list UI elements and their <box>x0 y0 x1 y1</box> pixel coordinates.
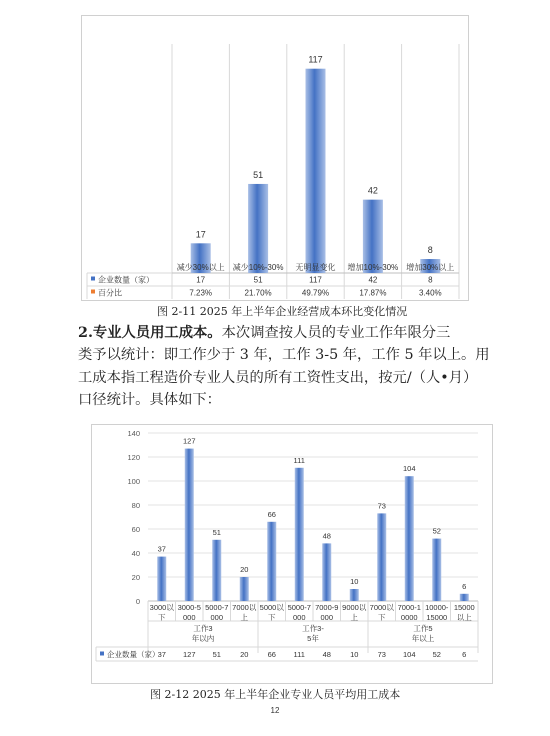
chart2-group-label: 工作3 <box>193 624 213 633</box>
chart2-group-label: 工作5 <box>413 624 433 633</box>
labor-cost-chart-svg <box>92 425 492 683</box>
chart2-table-cell: 48 <box>322 650 331 659</box>
figure-caption-2-12: 图 2-12 2025 年上半年企业专业人员平均用工成本 <box>150 688 401 701</box>
chart1-data-label: 42 <box>367 185 378 196</box>
chart1-table-legend-swatch <box>91 290 95 294</box>
chart1-table-cell: 117 <box>309 275 322 285</box>
chart2-bar <box>212 540 221 601</box>
chart2-category-label: 000 <box>292 613 306 622</box>
chart2-data-label: 20 <box>240 565 249 574</box>
chart2-data-label: 6 <box>462 581 467 591</box>
chart1-table-cell: 17.87% <box>359 288 387 298</box>
chart2-table-cell: 10 <box>350 650 359 659</box>
chart1-table-cell: 42 <box>368 275 378 285</box>
paragraph-line-1-text: 本次调查按人员的专业工作年限分三 <box>221 325 451 341</box>
chart1-data-label: 8 <box>427 245 433 256</box>
chart2-group-label: 年以内 <box>191 634 215 643</box>
chart1-category-label: 无明显变化 <box>295 263 336 272</box>
chart2-data-label: 52 <box>432 526 441 536</box>
chart2-table-cell: 104 <box>402 650 416 659</box>
chart2-category-label: 000 <box>182 613 196 622</box>
chart2-data-label: 51 <box>212 527 221 537</box>
chart2-group-label: 工作3- <box>302 624 324 633</box>
chart2-y-tick-label: 0 <box>135 597 140 606</box>
chart1-category-label: 增加30%以上 <box>406 263 455 272</box>
chart2-bar <box>267 522 276 601</box>
chart2-category-label: 下 <box>268 613 276 622</box>
chart2-category-label: 7000以 <box>232 603 257 612</box>
chart2-y-tick-label: 60 <box>131 525 140 534</box>
chart2-data-label: 37 <box>157 544 166 554</box>
chart2-category-label: 10000- <box>425 603 449 612</box>
chart2-category-label: 上 <box>240 613 248 622</box>
chart1-table-cell: 3.40% <box>418 288 442 298</box>
chart1-table-cell: 51 <box>253 275 263 285</box>
chart1-data-label: 117 <box>308 54 323 65</box>
paragraph-line-3: 工成本指工程造价专业人员的所有工资性支出，按元/（人•月） <box>78 369 478 386</box>
chart2-table-cell: 52 <box>432 650 441 659</box>
chart2-category-label: 以上 <box>456 613 472 622</box>
chart1-table-row-label: 企业数量（家） <box>98 275 154 285</box>
chart2-bar <box>185 449 194 601</box>
chart1-table-cell: 7.23% <box>189 288 213 298</box>
chart2-table-cell: 37 <box>157 650 166 659</box>
chart2-category-label: 5000-7 <box>205 603 229 612</box>
chart2-data-label: 10 <box>350 577 359 586</box>
chart1-bar <box>248 184 268 273</box>
chart1-table-cell: 49.79% <box>301 288 330 298</box>
cost-change-chart-svg <box>82 16 468 300</box>
chart1-bar <box>306 69 326 273</box>
chart2-bar <box>432 539 441 601</box>
chart2-y-tick-label: 120 <box>127 453 140 462</box>
chart2-group-label: 5年 <box>307 634 319 643</box>
chart1-table-row-label: 百分比 <box>98 288 122 298</box>
chart2-category-label: 7000-9 <box>315 603 339 612</box>
chart2-category-label: 000 <box>320 613 334 622</box>
paragraph-line-4: 口径统计。具体如下： <box>78 391 221 408</box>
chart1-category-label: 减少30%以上 <box>176 263 225 272</box>
cost-change-chart <box>81 15 469 301</box>
chart2-table-legend-swatch <box>100 652 104 656</box>
chart2-group-label: 年以上 <box>411 634 435 643</box>
chart1-data-label: 17 <box>195 229 206 240</box>
chart1-table-cell: 21.70% <box>244 288 272 298</box>
labor-cost-chart <box>91 424 493 684</box>
chart2-y-tick-label: 100 <box>127 477 140 486</box>
paragraph-line-2: 类予以统计：即工作少于 3 年，工作 3-5 年，工作 5 年以上。用 <box>78 347 490 364</box>
chart2-table-cell: 111 <box>293 650 305 659</box>
chart2-bar <box>377 513 386 601</box>
chart2-bar <box>350 589 359 601</box>
chart2-table-cell: 73 <box>377 650 386 659</box>
chart1-category-label: 增加10%-30% <box>347 263 399 272</box>
chart2-category-label: 000 <box>210 613 224 622</box>
chart2-bar <box>157 557 166 601</box>
chart2-category-label: 15000 <box>453 603 475 612</box>
chart2-y-tick-label: 20 <box>131 573 140 582</box>
chart2-data-label: 127 <box>182 436 196 446</box>
chart1-data-label: 51 <box>253 169 264 180</box>
chart2-bar <box>295 468 304 601</box>
chart2-table-cell: 6 <box>462 650 467 659</box>
chart2-data-label: 111 <box>293 455 305 465</box>
figure-caption-2-11: 图 2-11 2025 年上半年企业经营成本环比变化情况 <box>157 305 408 318</box>
chart1-table-cell: 17 <box>196 275 206 285</box>
chart2-table-cell: 51 <box>212 650 221 659</box>
chart2-data-label: 73 <box>377 501 386 511</box>
paragraph-labor-cost <box>78 322 490 411</box>
chart2-table-cell: 66 <box>267 650 276 659</box>
chart2-category-label: 下 <box>158 613 166 622</box>
chart2-bar <box>405 476 414 601</box>
chart1-category-label: 减少10%-30% <box>232 263 284 272</box>
chart2-data-label: 104 <box>402 464 416 474</box>
section-heading: 2.专业人员用工成本。 <box>78 325 222 341</box>
chart1-table-legend-swatch <box>91 277 95 281</box>
chart2-category-label: 下 <box>378 613 386 622</box>
chart2-table-cell: 20 <box>240 650 249 659</box>
chart2-bar <box>240 577 249 601</box>
chart2-y-tick-label: 80 <box>131 501 140 510</box>
chart2-table-row-label: 企业数量（家） <box>107 650 160 659</box>
chart2-category-label: 3000以 <box>149 603 174 612</box>
chart1-bar <box>363 200 383 273</box>
chart2-category-label: 7000以 <box>369 603 394 612</box>
chart2-category-label: 上 <box>350 613 358 622</box>
paragraph-line-1 <box>78 322 480 344</box>
page-number: 12 <box>270 706 280 715</box>
chart2-y-tick-label: 40 <box>131 549 140 558</box>
chart2-category-label: 5000以 <box>259 603 284 612</box>
chart2-data-label: 66 <box>267 509 276 519</box>
chart2-bar <box>322 543 331 601</box>
chart2-table-cell: 127 <box>182 650 196 659</box>
chart2-y-tick-label: 140 <box>127 429 140 438</box>
chart2-category-label: 5000-7 <box>287 603 311 612</box>
chart2-category-label: 15000 <box>426 613 448 622</box>
chart1-table-cell: 8 <box>428 275 433 285</box>
chart2-category-label: 3000-5 <box>177 603 201 612</box>
chart2-category-label: 9000以 <box>342 603 367 612</box>
chart2-bar <box>460 594 469 601</box>
chart2-data-label: 48 <box>322 531 331 541</box>
chart2-category-label: 7000-1 <box>397 603 421 612</box>
chart2-category-label: 0000 <box>400 613 418 622</box>
